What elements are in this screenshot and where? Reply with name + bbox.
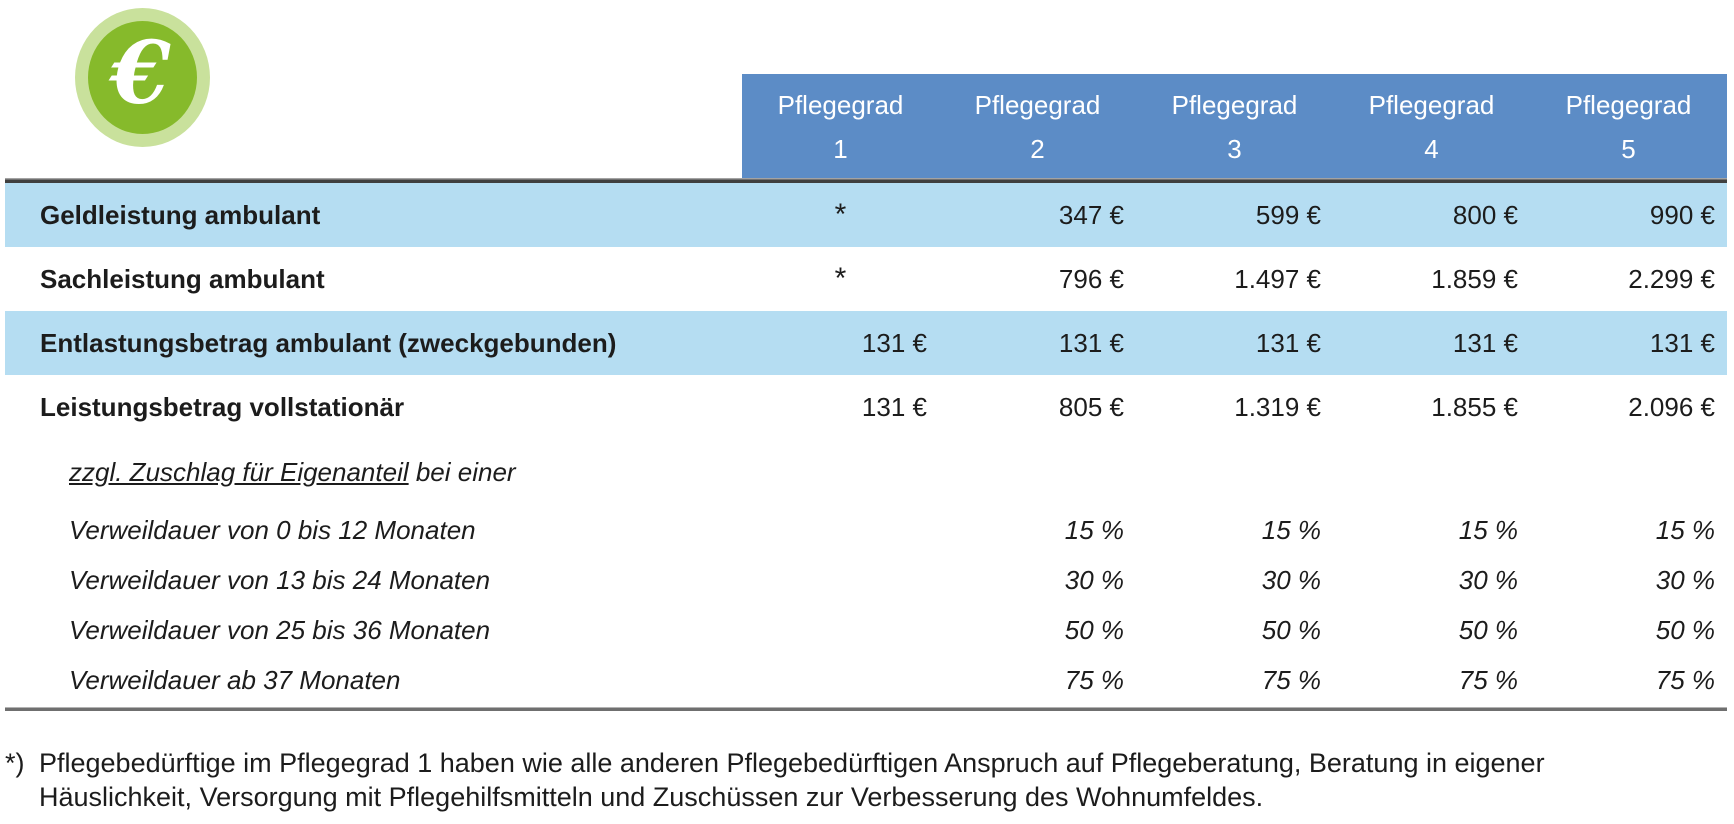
cell-value: 15 %	[1458, 514, 1518, 545]
header-col-grade: 1	[833, 134, 848, 164]
cell-value: 75 %	[1064, 664, 1124, 695]
cell-asterisk: *	[834, 198, 847, 231]
cell-value: 1.497 €	[1234, 263, 1321, 294]
header-col-pflegegrad-3	[1136, 74, 1333, 178]
cell-value: 1.855 €	[1431, 391, 1518, 422]
row-label: Sachleistung ambulant	[40, 263, 325, 294]
table-row	[5, 247, 1727, 311]
table-row	[5, 375, 1727, 439]
cell-value: 50 %	[1458, 614, 1518, 645]
cell-value: 30 %	[1458, 564, 1518, 595]
cell-value: 990 €	[1649, 199, 1715, 230]
cell-value: 800 €	[1452, 199, 1518, 230]
cell-value: 347 €	[1058, 199, 1124, 230]
footnote	[5, 746, 1720, 814]
cell-value: 75 %	[1458, 664, 1518, 695]
cell-value: 1.319 €	[1234, 391, 1321, 422]
table-body	[5, 183, 1727, 705]
cell-value: 50 %	[1261, 614, 1321, 645]
table-row	[5, 183, 1727, 247]
row-label: Geldleistung ambulant	[40, 199, 321, 230]
footnote-marker: *)	[5, 748, 25, 778]
cell-value: 131 €	[1649, 327, 1715, 358]
header-col-title: Pflegegrad	[1368, 90, 1495, 120]
row-label-rest: bei einer	[408, 456, 516, 487]
table-row	[5, 311, 1727, 375]
cell-value: 50 %	[1655, 614, 1715, 645]
header-col-grade: 5	[1621, 134, 1636, 164]
header-col-title: Pflegegrad	[777, 90, 904, 120]
row-label	[5, 457, 742, 488]
euro-symbol: €	[110, 22, 171, 124]
table-row	[5, 555, 1727, 605]
cell-value: 75 %	[1261, 664, 1321, 695]
header-col-pflegegrad-5	[1530, 74, 1727, 178]
cell-value: 2.096 €	[1628, 391, 1715, 422]
row-label: Leistungsbetrag vollstationär	[40, 391, 405, 422]
euro-icon-inner-circle	[88, 21, 197, 134]
row-label: Verweildauer von 25 bis 36 Monaten	[69, 614, 491, 645]
cell-value: 15 %	[1064, 514, 1124, 545]
cell-value: 131 €	[861, 391, 927, 422]
cell-value: 131 €	[861, 327, 927, 358]
cell-value: 50 %	[1064, 614, 1124, 645]
row-label: Verweildauer ab 37 Monaten	[69, 664, 401, 695]
cell-value: 599 €	[1255, 199, 1321, 230]
cell-value: 15 %	[1261, 514, 1321, 545]
header-col-title: Pflegegrad	[974, 90, 1101, 120]
euro-icon	[75, 8, 210, 147]
cell-value: 30 %	[1655, 564, 1715, 595]
table-bottom-rule	[5, 707, 1727, 711]
row-label: Entlastungsbetrag ambulant (zweckgebunden)	[40, 327, 617, 358]
cell-asterisk: *	[834, 262, 847, 295]
table-row	[5, 505, 1727, 555]
cell-value: 30 %	[1261, 564, 1321, 595]
header-col-pflegegrad-4	[1333, 74, 1530, 178]
table-row	[5, 655, 1727, 705]
cell-value: 131 €	[1452, 327, 1518, 358]
cell-value: 805 €	[1058, 391, 1124, 422]
header-col-grade: 2	[1030, 134, 1045, 164]
row-label: Verweildauer von 0 bis 12 Monaten	[69, 514, 476, 545]
cell-value: 15 %	[1655, 514, 1715, 545]
cell-value: 796 €	[1058, 263, 1124, 294]
table-row	[5, 605, 1727, 655]
header-col-pflegegrad-1	[742, 74, 939, 178]
table-header-row	[742, 74, 1727, 178]
cell-value: 30 %	[1064, 564, 1124, 595]
cell-value: 2.299 €	[1628, 263, 1715, 294]
row-label-underlined-part: zzgl. Zuschlag für Eigenanteil	[69, 456, 409, 487]
footnote-text: Pflegebedürftige im Pflegegrad 1 haben wie alle anderen Pflegebedürftigen Anspruch auf Pflegeberatung, Beratung in eigener Häuslichkeit, Versorgung mit Pflegehilfsmitteln und Zuschüssen zur Verbesserung des Wohnumfeldes.	[39, 748, 1545, 812]
row-label: Verweildauer von 13 bis 24 Monaten	[69, 564, 491, 595]
header-col-title: Pflegegrad	[1171, 90, 1298, 120]
header-col-pflegegrad-2	[939, 74, 1136, 178]
table-row	[5, 439, 1727, 505]
header-col-grade: 4	[1424, 134, 1439, 164]
header-col-title: Pflegegrad	[1565, 90, 1692, 120]
header-col-grade: 3	[1227, 134, 1242, 164]
cell-value: 131 €	[1058, 327, 1124, 358]
cell-value: 131 €	[1255, 327, 1321, 358]
cell-value: 75 %	[1655, 664, 1715, 695]
cell-value: 1.859 €	[1431, 263, 1518, 294]
